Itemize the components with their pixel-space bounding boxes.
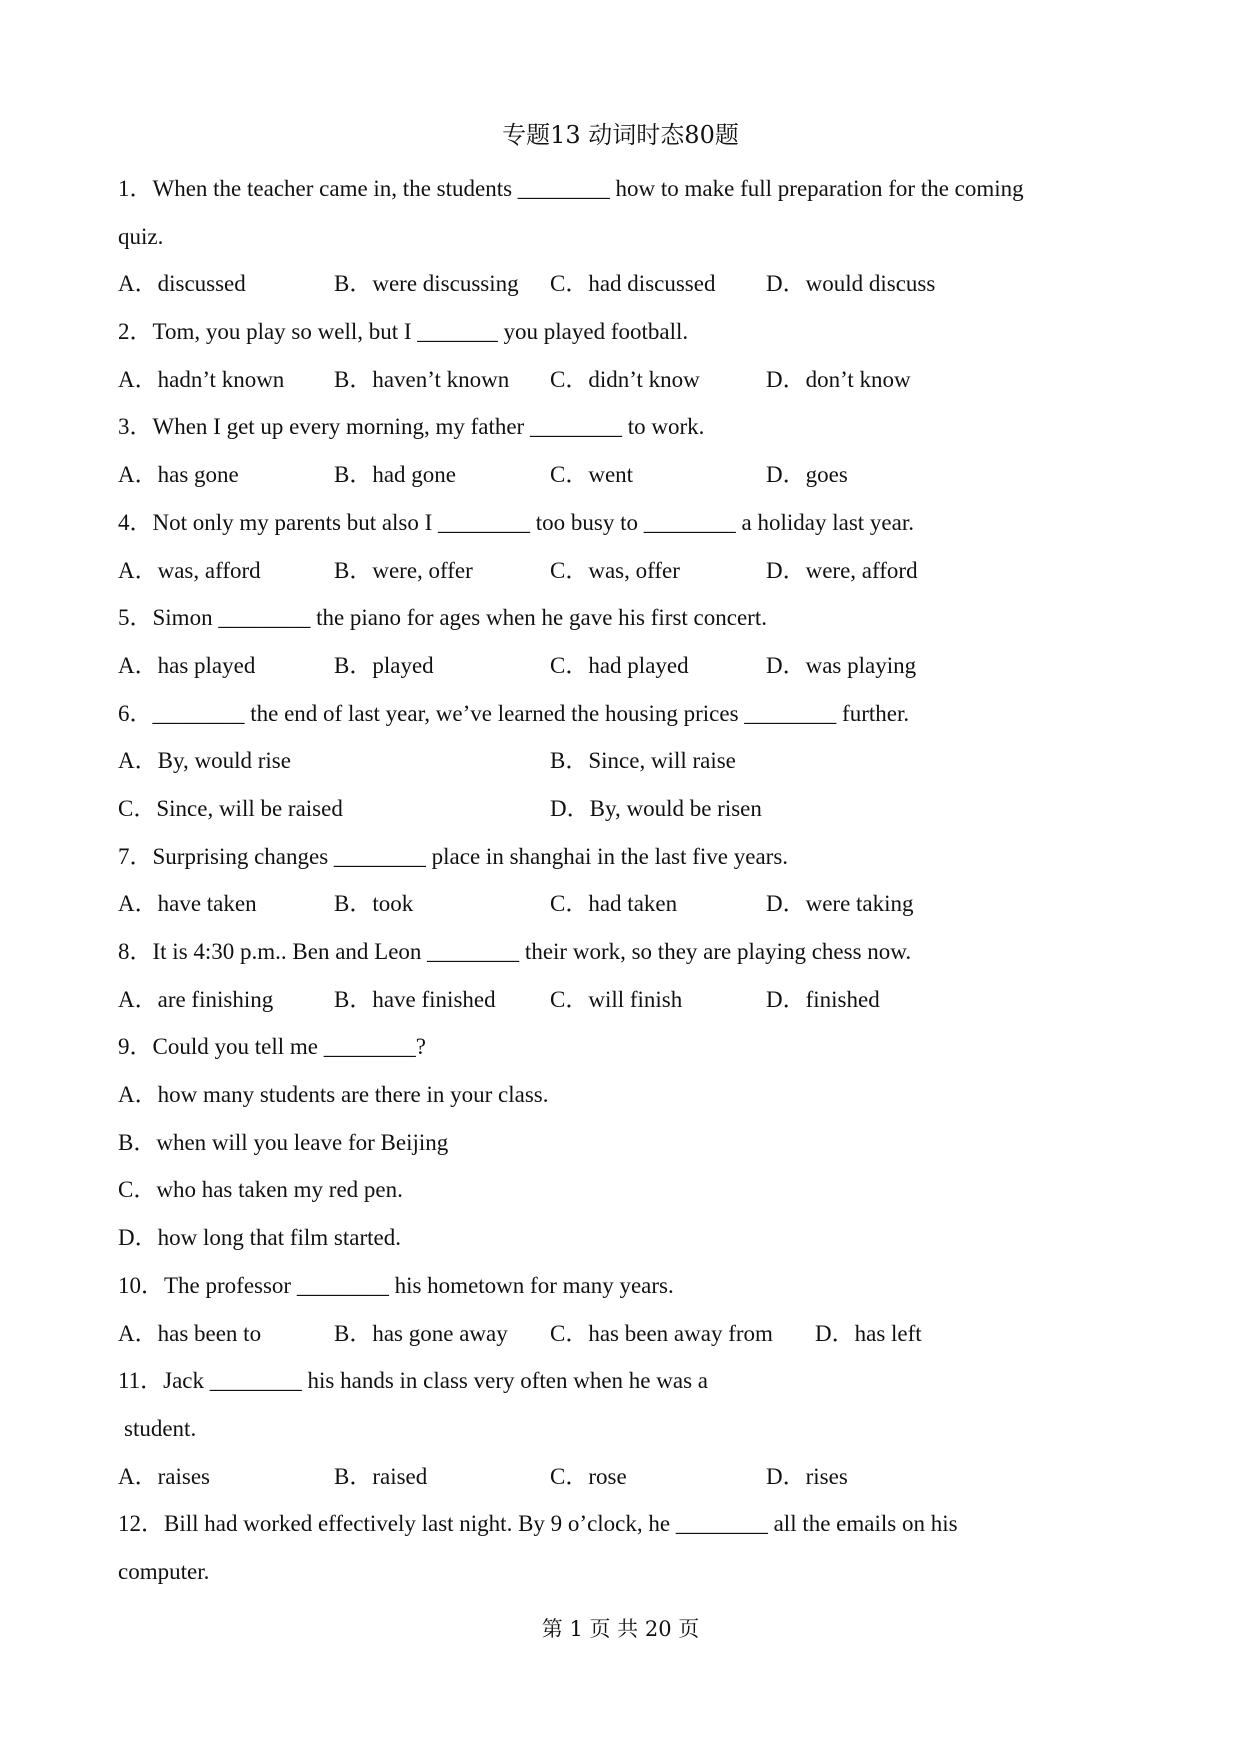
option-b: B．were, offer <box>334 557 473 583</box>
option-a: A．has been to <box>118 1320 262 1346</box>
option-c: C．didn’t know <box>550 366 700 392</box>
option-a: A．have taken <box>118 891 257 917</box>
option-d: D．don’t know <box>766 366 911 392</box>
question-stem: 5．Simon ________ the piano for ages when he gave his first concert. <box>118 605 767 631</box>
option-b: B．when will you leave for Beijing <box>118 1129 449 1155</box>
options-row <box>118 260 1118 308</box>
options-row <box>118 642 1118 690</box>
options-row <box>118 737 1118 785</box>
option-d: D．were taking <box>766 891 914 917</box>
option-c: C．had taken <box>550 891 678 917</box>
question-stem: 1．When the teacher came in, the students ________ how to make full preparation for the coming <box>118 176 1024 201</box>
option-c: C．who has taken my red pen. <box>118 1177 403 1203</box>
option-d: D．would discuss <box>766 271 936 297</box>
option-c: C．will finish <box>550 986 683 1012</box>
option-d: D．goes <box>766 462 848 488</box>
option-b: B．played <box>334 652 434 678</box>
question-stem: 2．Tom, you play so well, but I _______ you played football. <box>118 319 689 345</box>
option-a: A．has gone <box>118 462 239 488</box>
option-c: C．had discussed <box>550 271 716 297</box>
option-b: B．were discussing <box>334 271 519 297</box>
options-row <box>118 1453 1118 1501</box>
options-row <box>118 1310 1118 1358</box>
question-stem: 3．When I get up every morning, my father ________ to work. <box>118 414 705 440</box>
option-b: B．have finished <box>334 986 496 1012</box>
question-stem: 12．Bill had worked effectively last night. By 9 o’clock, he ________ all the emails on his <box>118 1511 958 1537</box>
option-a: A．By, would rise <box>118 748 291 774</box>
option-d: D．were, afford <box>766 557 918 583</box>
option-d: D．how long that film started. <box>118 1225 401 1251</box>
option-a: A．was, afford <box>118 557 261 583</box>
option-a: A．discussed <box>118 271 246 297</box>
option-c: C．rose <box>550 1463 627 1489</box>
options-row <box>118 356 1118 404</box>
option-d: D．finished <box>766 986 880 1012</box>
option-b: B．Since, will raise <box>550 748 736 774</box>
option-b: B．raised <box>334 1463 428 1489</box>
option-b: B．took <box>334 891 414 917</box>
question-stem-continued: quiz. <box>118 223 164 249</box>
option-a: A．hadn’t known <box>118 366 285 392</box>
option-a: A．are finishing <box>118 986 274 1012</box>
option-c: C．had played <box>550 652 689 678</box>
page-footer: 第 1 页 共 20 页 <box>541 1617 700 1641</box>
options-row <box>118 785 1118 833</box>
option-d: D．By, would be risen <box>550 795 762 821</box>
options-row <box>118 880 1118 928</box>
option-a: A．raises <box>118 1463 210 1489</box>
question-stem: 4．Not only my parents but also I ________ too busy to ________ a holiday last year. <box>118 509 914 535</box>
option-b: B．had gone <box>334 462 457 488</box>
option-d: D．rises <box>766 1463 848 1489</box>
option-c: C．was, offer <box>550 557 680 583</box>
option-c: C．Since, will be raised <box>118 795 343 821</box>
page-title: 专题13 动词时态80题 <box>502 121 739 149</box>
question-stem: 11．Jack ________ his hands in class very often when he was a <box>118 1368 708 1394</box>
options-row <box>118 547 1118 595</box>
options-row <box>118 976 1118 1024</box>
question-stem: 6．________ the end of last year, we’ve learned the housing prices ________ further. <box>118 700 910 726</box>
question-stem-continued: student. <box>124 1415 197 1441</box>
option-a: A．has played <box>118 652 256 678</box>
option-b: B．haven’t known <box>334 366 510 392</box>
option-d: D．was playing <box>766 652 917 678</box>
question-stem-continued: computer. <box>118 1558 210 1584</box>
option-b: B．has gone away <box>334 1320 508 1346</box>
option-c: C．has been away from <box>550 1320 773 1346</box>
question-stem: 8．It is 4:30 p.m.. Ben and Leon ________ their work, so they are playing chess now. <box>118 939 912 964</box>
option-a: A．how many students are there in your class. <box>118 1082 549 1108</box>
options-row <box>118 451 1118 499</box>
question-stem: 7．Surprising changes ________ place in shanghai in the last five years. <box>118 843 789 869</box>
question-stem: 9．Could you tell me ________? <box>118 1034 426 1060</box>
question-list <box>118 165 1118 1596</box>
option-c: C．went <box>550 462 634 488</box>
question-stem: 10．The professor ________ his hometown for many years. <box>118 1272 674 1298</box>
option-d: D．has left <box>815 1320 922 1346</box>
